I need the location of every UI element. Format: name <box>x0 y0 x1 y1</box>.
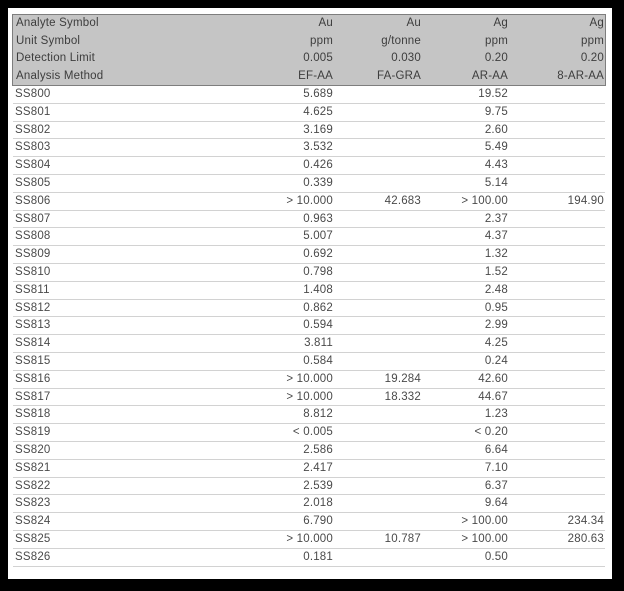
sample-id: SS822 <box>13 477 245 495</box>
assay-report-page <box>8 8 612 579</box>
value-au-gtonne <box>334 299 422 317</box>
value-au-gtonne <box>334 495 422 513</box>
sample-row <box>13 246 605 264</box>
header-row-detection-limit <box>13 50 605 68</box>
value-ag-ppm-ar-aa: 0.95 <box>422 299 509 317</box>
sample-row <box>13 103 605 121</box>
value-au-ppm: > 10.000 <box>245 370 334 388</box>
sample-id: SS825 <box>13 530 245 548</box>
value-au-ppm: > 10.000 <box>245 530 334 548</box>
value-ag-ppm-ar-aa: 5.14 <box>422 174 509 192</box>
sample-row <box>13 299 605 317</box>
value-au-gtonne <box>334 174 422 192</box>
value-au-gtonne <box>334 352 422 370</box>
value-au-ppm: 3.532 <box>245 139 334 157</box>
value-au-ppm: 3.811 <box>245 335 334 353</box>
value-ag-ppm-ar-aa: 2.37 <box>422 210 509 228</box>
value-au-ppm: 0.798 <box>245 263 334 281</box>
sample-row <box>13 210 605 228</box>
value-ag-ppm-8-ar-aa <box>509 495 605 513</box>
value-ag-ppm-8-ar-aa <box>509 548 605 566</box>
value-ag-ppm-8-ar-aa <box>509 406 605 424</box>
value-au-gtonne: 19.284 <box>334 370 422 388</box>
sample-row <box>13 477 605 495</box>
value-au-gtonne <box>334 477 422 495</box>
sample-row <box>13 86 605 103</box>
sample-row <box>13 513 605 531</box>
sample-id: SS818 <box>13 406 245 424</box>
value-ag-ppm-8-ar-aa: 234.34 <box>509 513 605 531</box>
sample-row <box>13 495 605 513</box>
sample-row <box>13 548 605 566</box>
value-ag-ppm-ar-aa: 1.52 <box>422 263 509 281</box>
sample-id: SS811 <box>13 281 245 299</box>
value-au-gtonne <box>334 157 422 175</box>
sample-row <box>13 370 605 388</box>
sample-row <box>13 388 605 406</box>
sample-row <box>13 139 605 157</box>
value-au-ppm: 5.689 <box>245 86 334 103</box>
sample-row <box>13 459 605 477</box>
unit-col-2: g/tonne <box>381 34 421 47</box>
value-ag-ppm-8-ar-aa <box>509 174 605 192</box>
value-au-gtonne <box>334 121 422 139</box>
sample-row <box>13 157 605 175</box>
sample-id: SS803 <box>13 139 245 157</box>
value-ag-ppm-ar-aa: 6.64 <box>422 441 509 459</box>
value-ag-ppm-ar-aa: 9.64 <box>422 495 509 513</box>
analyte-col-2: Au <box>406 17 421 29</box>
value-ag-ppm-8-ar-aa <box>509 388 605 406</box>
value-ag-ppm-8-ar-aa <box>509 477 605 495</box>
value-ag-ppm-8-ar-aa <box>509 103 605 121</box>
header-row-analysis-method <box>13 68 605 86</box>
value-ag-ppm-ar-aa: 2.60 <box>422 121 509 139</box>
value-au-gtonne <box>334 228 422 246</box>
sample-id: SS804 <box>13 157 245 175</box>
sample-id: SS826 <box>13 548 245 566</box>
value-au-ppm: 2.417 <box>245 459 334 477</box>
value-au-ppm: 2.586 <box>245 441 334 459</box>
value-au-ppm: 1.408 <box>245 281 334 299</box>
value-ag-ppm-ar-aa: 2.99 <box>422 317 509 335</box>
header-row-unit-symbol <box>13 33 605 51</box>
method-col-1: EF-AA <box>298 69 333 82</box>
value-au-gtonne <box>334 459 422 477</box>
sample-id: SS813 <box>13 317 245 335</box>
method-col-4: 8-AR-AA <box>557 69 604 82</box>
value-ag-ppm-8-ar-aa <box>509 121 605 139</box>
value-ag-ppm-ar-aa: 4.25 <box>422 335 509 353</box>
value-au-ppm: 0.594 <box>245 317 334 335</box>
value-ag-ppm-8-ar-aa <box>509 335 605 353</box>
sample-id: SS805 <box>13 174 245 192</box>
detection-limit-col-1: 0.005 <box>303 52 333 64</box>
value-ag-ppm-ar-aa: > 100.00 <box>422 192 509 210</box>
value-ag-ppm-8-ar-aa <box>509 459 605 477</box>
sample-id: SS815 <box>13 352 245 370</box>
value-au-ppm: 0.862 <box>245 299 334 317</box>
value-au-ppm: 5.007 <box>245 228 334 246</box>
value-ag-ppm-ar-aa: 6.37 <box>422 477 509 495</box>
sample-row <box>13 174 605 192</box>
value-au-gtonne: 18.332 <box>334 388 422 406</box>
value-ag-ppm-8-ar-aa <box>509 210 605 228</box>
value-au-ppm: 0.181 <box>245 548 334 566</box>
header-label: Analysis Method <box>16 69 104 82</box>
value-ag-ppm-8-ar-aa <box>509 86 605 103</box>
analyte-col-3: Ag <box>493 17 508 29</box>
value-ag-ppm-8-ar-aa: 280.63 <box>509 530 605 548</box>
header-label: Detection Limit <box>16 52 96 64</box>
sample-row <box>13 352 605 370</box>
sample-id: SS810 <box>13 263 245 281</box>
value-au-ppm: > 10.000 <box>245 192 334 210</box>
sample-row <box>13 317 605 335</box>
value-au-ppm: < 0.005 <box>245 424 334 442</box>
sample-row <box>13 530 605 548</box>
value-au-gtonne <box>334 210 422 228</box>
value-ag-ppm-8-ar-aa <box>509 352 605 370</box>
value-au-gtonne: 10.787 <box>334 530 422 548</box>
unit-col-3: ppm <box>485 34 508 47</box>
detection-limit-col-4: 0.20 <box>580 52 604 64</box>
sample-row <box>13 406 605 424</box>
value-au-gtonne: 42.683 <box>334 192 422 210</box>
value-ag-ppm-ar-aa: 0.24 <box>422 352 509 370</box>
value-au-gtonne <box>334 246 422 264</box>
value-ag-ppm-ar-aa: > 100.00 <box>422 530 509 548</box>
sample-id: SS802 <box>13 121 245 139</box>
value-au-gtonne <box>334 281 422 299</box>
sample-id: SS816 <box>13 370 245 388</box>
sample-id: SS809 <box>13 246 245 264</box>
sample-id: SS819 <box>13 424 245 442</box>
value-au-gtonne <box>334 103 422 121</box>
sample-id: SS801 <box>13 103 245 121</box>
value-au-gtonne <box>334 86 422 103</box>
detection-limit-col-3: 0.20 <box>484 52 508 64</box>
value-au-ppm: 0.584 <box>245 352 334 370</box>
header-label: Unit Symbol <box>16 34 81 47</box>
unit-col-1: ppm <box>310 34 333 47</box>
sample-id: SS821 <box>13 459 245 477</box>
value-ag-ppm-8-ar-aa <box>509 424 605 442</box>
value-ag-ppm-ar-aa: > 100.00 <box>422 513 509 531</box>
value-ag-ppm-ar-aa: 42.60 <box>422 370 509 388</box>
header-label: Analyte Symbol <box>16 17 99 29</box>
header-table <box>13 15 605 85</box>
value-au-gtonne <box>334 441 422 459</box>
value-au-gtonne <box>334 406 422 424</box>
value-au-gtonne <box>334 424 422 442</box>
value-au-gtonne <box>334 548 422 566</box>
value-ag-ppm-8-ar-aa <box>509 281 605 299</box>
value-ag-ppm-8-ar-aa <box>509 299 605 317</box>
value-ag-ppm-ar-aa: 1.23 <box>422 406 509 424</box>
value-ag-ppm-8-ar-aa <box>509 157 605 175</box>
value-ag-ppm-ar-aa: 1.32 <box>422 246 509 264</box>
sample-row <box>13 263 605 281</box>
value-au-ppm: 0.963 <box>245 210 334 228</box>
value-ag-ppm-ar-aa: 9.75 <box>422 103 509 121</box>
value-ag-ppm-8-ar-aa <box>509 370 605 388</box>
value-au-ppm: 0.692 <box>245 246 334 264</box>
value-au-ppm: 3.169 <box>245 121 334 139</box>
value-au-gtonne <box>334 317 422 335</box>
value-ag-ppm-ar-aa: 4.37 <box>422 228 509 246</box>
analyte-col-4: Ag <box>589 17 604 29</box>
value-au-ppm: 6.790 <box>245 513 334 531</box>
sample-id: SS823 <box>13 495 245 513</box>
value-ag-ppm-ar-aa: 2.48 <box>422 281 509 299</box>
method-col-2: FA-GRA <box>376 69 421 82</box>
value-au-ppm: 2.539 <box>245 477 334 495</box>
value-ag-ppm-ar-aa: < 0.20 <box>422 424 509 442</box>
sample-id: SS800 <box>13 86 245 103</box>
method-col-3: AR-AA <box>471 69 508 82</box>
value-au-gtonne <box>334 139 422 157</box>
value-ag-ppm-ar-aa: 19.52 <box>422 86 509 103</box>
sample-row <box>13 121 605 139</box>
sample-row <box>13 424 605 442</box>
unit-col-4: ppm <box>581 34 604 47</box>
value-au-gtonne <box>334 335 422 353</box>
value-ag-ppm-8-ar-aa <box>509 139 605 157</box>
sample-id: SS824 <box>13 513 245 531</box>
detection-limit-col-2: 0.030 <box>391 52 421 64</box>
sample-id: SS820 <box>13 441 245 459</box>
value-ag-ppm-8-ar-aa: 194.90 <box>509 192 605 210</box>
value-ag-ppm-ar-aa: 5.49 <box>422 139 509 157</box>
value-ag-ppm-8-ar-aa <box>509 228 605 246</box>
sample-row <box>13 281 605 299</box>
value-au-ppm: 2.018 <box>245 495 334 513</box>
sample-row <box>13 192 605 210</box>
value-ag-ppm-8-ar-aa <box>509 263 605 281</box>
sample-id: SS807 <box>13 210 245 228</box>
value-au-gtonne <box>334 513 422 531</box>
sample-id: SS812 <box>13 299 245 317</box>
value-ag-ppm-ar-aa: 0.50 <box>422 548 509 566</box>
sample-id: SS817 <box>13 388 245 406</box>
value-ag-ppm-ar-aa: 7.10 <box>422 459 509 477</box>
sample-id: SS808 <box>13 228 245 246</box>
sample-id: SS806 <box>13 192 245 210</box>
value-au-ppm: 0.426 <box>245 157 334 175</box>
value-au-gtonne <box>334 263 422 281</box>
sample-row <box>13 228 605 246</box>
value-au-ppm: 8.812 <box>245 406 334 424</box>
value-au-ppm: > 10.000 <box>245 388 334 406</box>
header-row-analyte-symbol <box>13 15 605 33</box>
analyte-col-1: Au <box>318 17 333 29</box>
value-ag-ppm-ar-aa: 44.67 <box>422 388 509 406</box>
value-au-ppm: 4.625 <box>245 103 334 121</box>
value-ag-ppm-8-ar-aa <box>509 317 605 335</box>
value-au-ppm: 0.339 <box>245 174 334 192</box>
table-header-block <box>12 14 606 86</box>
value-ag-ppm-ar-aa: 4.43 <box>422 157 509 175</box>
sample-results-table <box>13 86 605 567</box>
sample-row <box>13 335 605 353</box>
value-ag-ppm-8-ar-aa <box>509 441 605 459</box>
value-ag-ppm-8-ar-aa <box>509 246 605 264</box>
sample-row <box>13 441 605 459</box>
sample-id: SS814 <box>13 335 245 353</box>
